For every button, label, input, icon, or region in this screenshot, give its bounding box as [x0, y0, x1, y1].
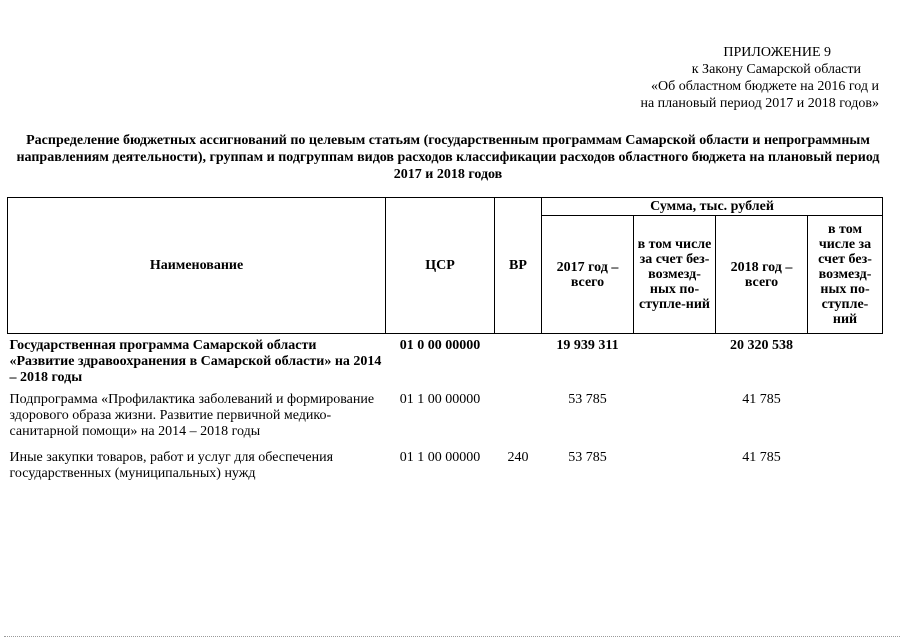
row-2018-total: 20 320 538: [730, 338, 793, 353]
appendix-law-ref: к Закону Самарской области: [691, 62, 861, 77]
row-vr: 240: [507, 450, 529, 465]
row-csr: 01 1 00 00000: [399, 450, 481, 465]
row-2018-free: [808, 440, 883, 482]
appendix-law-title-1: «Об областном бюджете на 2016 год и: [651, 79, 879, 94]
row-name: Государственная программа Самарской области «Развитие здравоохранения в Самарской области» на 2014 – 2018 годы: [9, 338, 382, 385]
header-2017-total: 2017 год – всего: [542, 216, 634, 334]
appendix-law-title-2: на плановый период 2017 и 2018 годов»: [640, 96, 879, 111]
header-sum: Сумма, тыс. рублей: [542, 198, 883, 216]
row-csr: 01 0 00 00000: [399, 338, 481, 353]
appendix-number: ПРИЛОЖЕНИЕ 9: [723, 45, 831, 60]
header-vr: ВР: [495, 198, 542, 334]
row-2017-free: [634, 440, 716, 482]
page-bottom-edge: [4, 636, 900, 637]
row-2018-total: 41 785: [742, 450, 781, 465]
row-csr: 01 1 00 00000: [399, 392, 481, 407]
table-row: [8, 386, 883, 440]
budget-table: [7, 197, 883, 482]
appendix-header: [640, 44, 879, 112]
row-2017-free: [634, 386, 716, 440]
table-row: [8, 334, 883, 387]
header-2018-total: 2018 год – всего: [716, 216, 808, 334]
row-name: Подпрограмма «Профилактика заболеваний и формирование здорового образа жизни. Развитие первичной медико-санитарной помощи» на 2014 – 2018 годы: [9, 392, 375, 439]
row-2017-total: 19 939 311: [556, 338, 619, 353]
header-2018-free: в том числе за счет без-возмезд-ных по-ступле-ний: [808, 216, 883, 334]
header-2017-free: в том числе за счет без-возмезд-ных по-ступле-ний: [634, 216, 716, 334]
row-2017-total: 53 785: [568, 450, 607, 465]
row-name: Иные закупки товаров, работ и услуг для обеспечения государственных (муниципальных) нужд: [9, 450, 334, 481]
table-row: [8, 440, 883, 482]
document-title: Распределение бюджетных ассигнований по целевым статьям (государственным программам Самарской области и непрограммным направлениям деятельности), группам и подгруппам видов расходов классификации расходов областного бюджета на плановый период 2017 и 2018 годов: [16, 133, 880, 182]
row-2017-total: 53 785: [568, 392, 607, 407]
row-2018-free: [808, 386, 883, 440]
header-csr: ЦСР: [386, 198, 495, 334]
header-name: Наименование: [8, 198, 386, 334]
row-2018-total: 41 785: [742, 392, 781, 407]
row-vr: [495, 334, 542, 387]
row-2017-free: [634, 334, 716, 387]
row-vr: [495, 386, 542, 440]
row-2018-free: [808, 334, 883, 387]
